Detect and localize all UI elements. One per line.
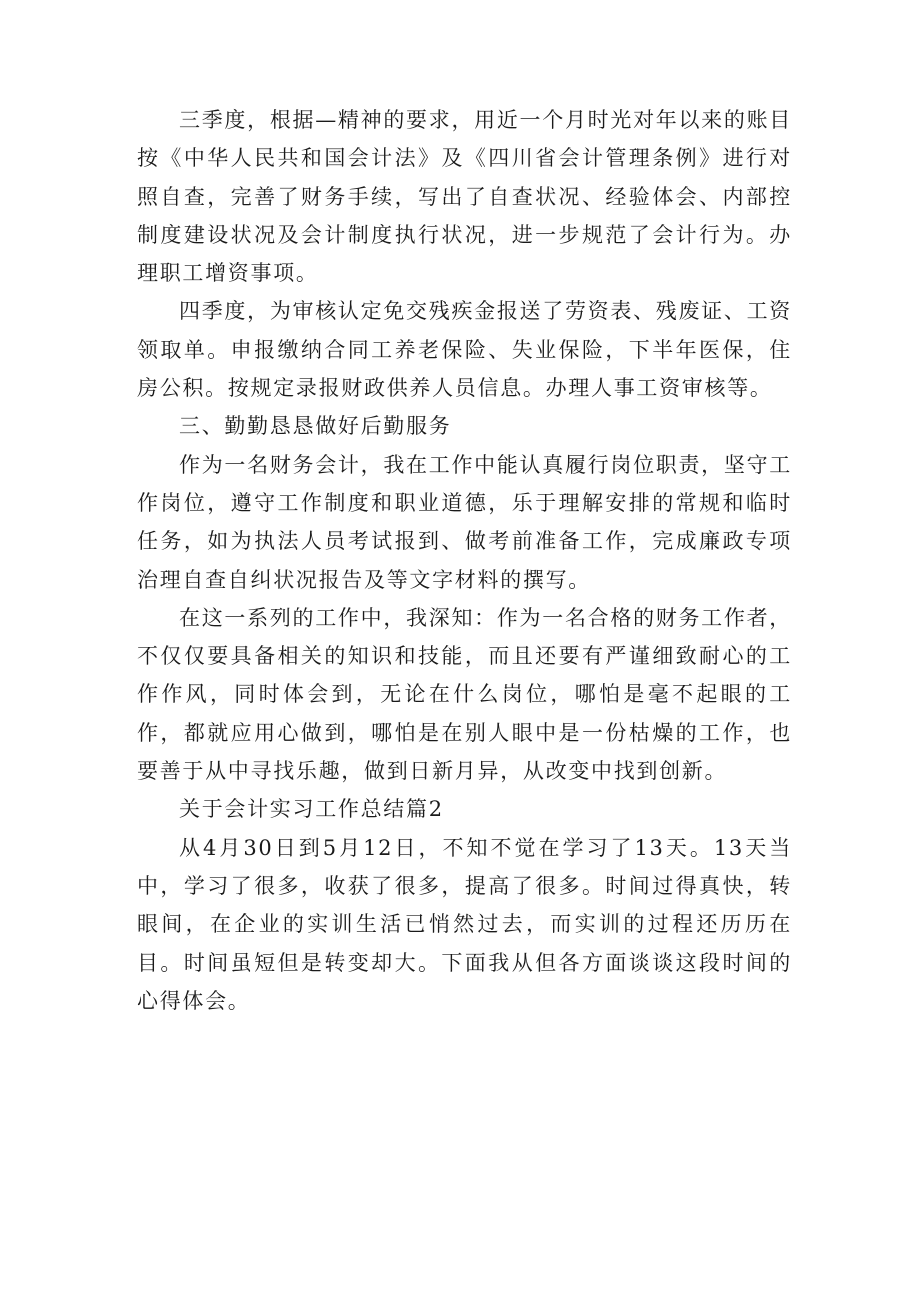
paragraph-reflection: 在这一系列的工作中，我深知：作为一名合格的财务工作者，不仅仅要具备相关的知识和技能，而且还要有严谨细致耐心的工作作风，同时体会到，无论在什么岗位，哪怕是毫不起眼的工作，都就应用心做到，哪怕是在别人眼中是一份枯燥的工作，也要善于从中寻找乐趣，做到日新月异，从改变中找到创新。 [137, 605, 792, 784]
section-heading-part2: 关于会计实习工作总结篇2 [179, 797, 444, 822]
paragraph-q3: 三季度，根据—精神的要求，用近一个月时光对年以来的账目按《中华人民共和国会计法》及《四川省会计管理条例》进行对照自查，完善了财务手续，写出了自查状况、经验体会、内部控制度建设状况及会计制度执行状况，进一步规范了会计行为。办理职工增资事项。 [137, 108, 792, 286]
paragraph-internship: 从4月30日到5月12日，不知不觉在学习了13天。13天当中，学习了很多，收获了很多，提高了很多。时间过得真快，转眼间，在企业的实训生活已悄然过去，而实训的过程还历历在目。时间虽短但是转变却大。下面我从但各方面谈谈这段时间的心得体会。 [137, 835, 792, 1013]
section-heading-logistics: 三、勤勤恳恳做好后勤服务 [179, 414, 452, 439]
paragraph-duties: 作为一名财务会计，我在工作中能认真履行岗位职责，坚守工作岗位，遵守工作制度和职业道德，乐于理解安排的常规和临时任务，如为执法人员考试报到、做考前准备工作，完成廉政专项治理自查自纠状况报告及等文字材料的撰写。 [137, 452, 792, 592]
document-body [137, 0, 792, 1020]
paragraph-q4: 四季度，为审核认定免交残疾金报送了劳资表、残废证、工资领取单。申报缴纳合同工养老保险、失业保险，下半年医保，住房公积。按规定录报财政供养人员信息。办理人事工资审核等。 [137, 299, 792, 401]
